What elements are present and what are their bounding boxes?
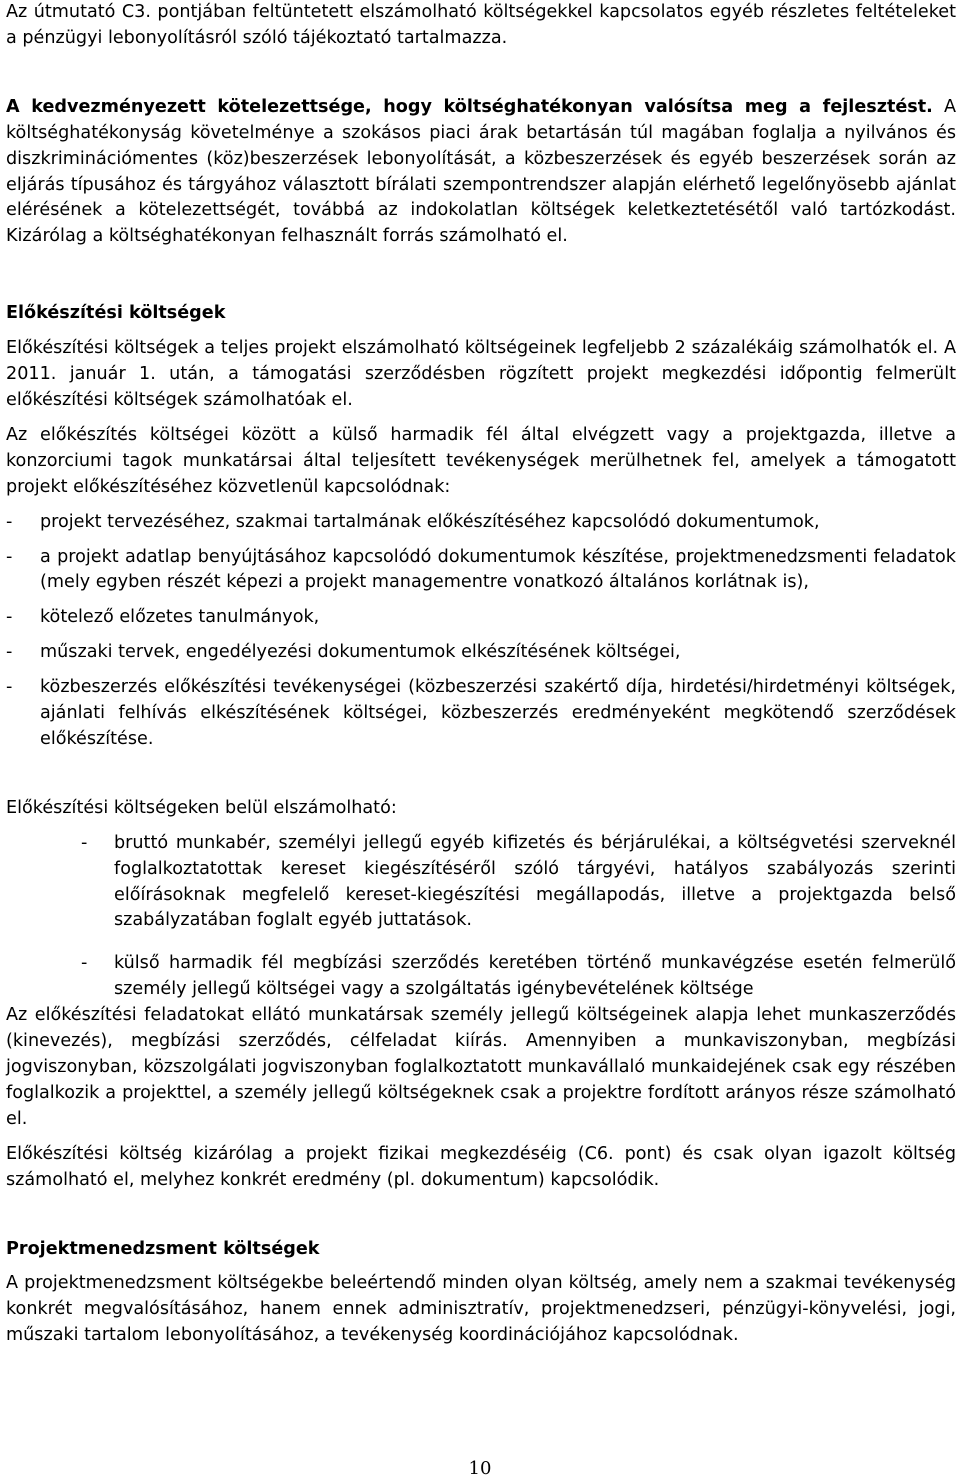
list-item: [6, 510, 956, 536]
prep-heading: Előkészítési költségek: [6, 303, 226, 324]
list-item-text: bruttó munkabér, személyi jellegű egyéb kifizetés és bérjárulékai, a költségvetési szerveknél foglalkoztatottak kereset kiegészítéséről szóló tárgyévi, hatályos szabályozás szerinti előírásoknak megfelelő kereset-kiegészítési megállapodás, illetve a projektgazda belső szabályzatában foglalt egyéb juttatások.: [114, 832, 956, 931]
list-item: [6, 605, 956, 631]
page-number: 10: [468, 1458, 492, 1479]
list-item: [6, 640, 956, 666]
bullet-dash: -: [6, 546, 13, 567]
prep-paragraph-3: Az előkészítési feladatokat ellátó munkatársak személy jellegű költségeinek alapja lehet munkaszerződés (kinevezés), megbízási szerződés, célfeladat kiírás. Amennyiben a munkaviszonyban, megbízási jogviszonyban, közszolgálati jogviszonyban foglalkoztatott munkavállaló munkaidejének csak egy részében foglalkozik a projekttel, a személy jellegű költségeknek csak a projektre fordított arányos része számolható el.: [6, 1005, 956, 1129]
bullet-dash: -: [81, 953, 88, 974]
prep-paragraph-2: Az előkészítés költségei között a külső harmadik fél által elvégzett vagy a projektgazda, illetve a konzorciumi tagok munkatársai által teljesített tevékenységek merülhetnek fel, amelyek a támogatott projekt előkészítéséhez közvetlenül kapcsolódnak:: [6, 424, 956, 497]
list-item-text: műszaki tervek, engedélyezési dokumentumok elkészítésének költségei,: [40, 642, 681, 663]
list-item-text: külső harmadik fél megbízási szerződés keretében történő munkavégzése esetén felmerülő személy jellegű költségei vagy a szolgáltatás igénybevételének költsége: [114, 953, 956, 1000]
intro-paragraph: Az útmutató C3. pontjában feltüntetett elszámolható költségekkel kapcsolatos egyéb részletes feltételeket a pénzügyi lebonyolításról szóló tájékoztató tartalmazza.: [6, 2, 956, 48]
list-item: [6, 831, 956, 935]
cost-effectiveness-paragraph: [6, 95, 956, 250]
cost-effectiveness-bold: A kedvezményezett kötelezettsége, hogy költséghatékonyan valósítsa meg a fejlesztést.: [6, 96, 933, 117]
bullet-dash: -: [6, 677, 13, 698]
list-item: [6, 545, 956, 597]
prep-within-label: Előkészítési költségeken belül elszámolható:: [6, 797, 397, 818]
list-item-text: a projekt adatlap benyújtásához kapcsolódó dokumentumok készítése, projektmenedzsmenti feladatok (mely egyben részét képezi a projekt managementre vonatkozó általános korlátnak is),: [40, 546, 956, 593]
bullet-dash: -: [6, 511, 13, 532]
pm-heading: Projektmenedzsment költségek: [6, 1238, 320, 1259]
bullet-dash: -: [81, 832, 88, 853]
list-item: [6, 951, 956, 1003]
list-item: [6, 675, 956, 753]
prep-paragraph-4: Előkészítési költség kizárólag a projekt fizikai megkezdéséig (C6. pont) és csak olyan igazolt költség számolható el, melyhez konkrét eredmény (pl. dokumentum) kapcsolódik.: [6, 1143, 956, 1190]
prep-paragraph-1: Előkészítési költségek a teljes projekt elszámolható költségeinek legfeljebb 2 százalékáig számolhatók el. A 2011. január 1. után, a támogatási szerződésben rögzített projekt megkezdési időpontig felmerült előkészítési költségek számolhatóak el.: [6, 338, 956, 410]
list-item-text: közbeszerzés előkészítési tevékenységei (közbeszerzési szakértő díja, hirdetési/hirdetményi költségek, ajánlati felhívás elkészítésének költségei, közbeszerzés eredményeként megkötendő szerződések előkészítése.: [40, 677, 956, 749]
list-item-text: kötelező előzetes tanulmányok,: [40, 607, 320, 628]
document-page: [6, 0, 956, 1349]
bullet-dash: -: [6, 607, 13, 628]
bullet-dash: -: [6, 642, 13, 663]
pm-paragraph-1: A projektmenedzsment költségekbe beleértendő minden olyan költség, amely nem a szakmai tevékenység konkrét megvalósításához, hanem ennek adminisztratív, projektmenedzseri, pénzügyi-könyvelési, jogi, műszaki tartalom lebonyolításához, a tevékenység koordinációjához kapcsolódnak.: [6, 1273, 956, 1346]
cost-effectiveness-text: A költséghatékonyság követelménye a szokásos piaci árak betartásán túl magában foglalja a nyilvános és diszkriminációmentes (köz)beszerzések lebonyolítását, a közbeszerzések és egyéb beszerzések során az eljárás típusához és tárgyához választott bírálati szempontrendszer alapján elérhető legelőnyösebb ajánlat elérésének a kötelezettségét, továbbá az indokolatlan költségek keletkeztetésétől való tartózkodást. Kizárólag a költséghatékonyan felhasznált forrás számolható el.: [6, 96, 956, 247]
list-item-text: projekt tervezéséhez, szakmai tartalmának előkészítéséhez kapcsolódó dokumentumok,: [40, 511, 820, 532]
